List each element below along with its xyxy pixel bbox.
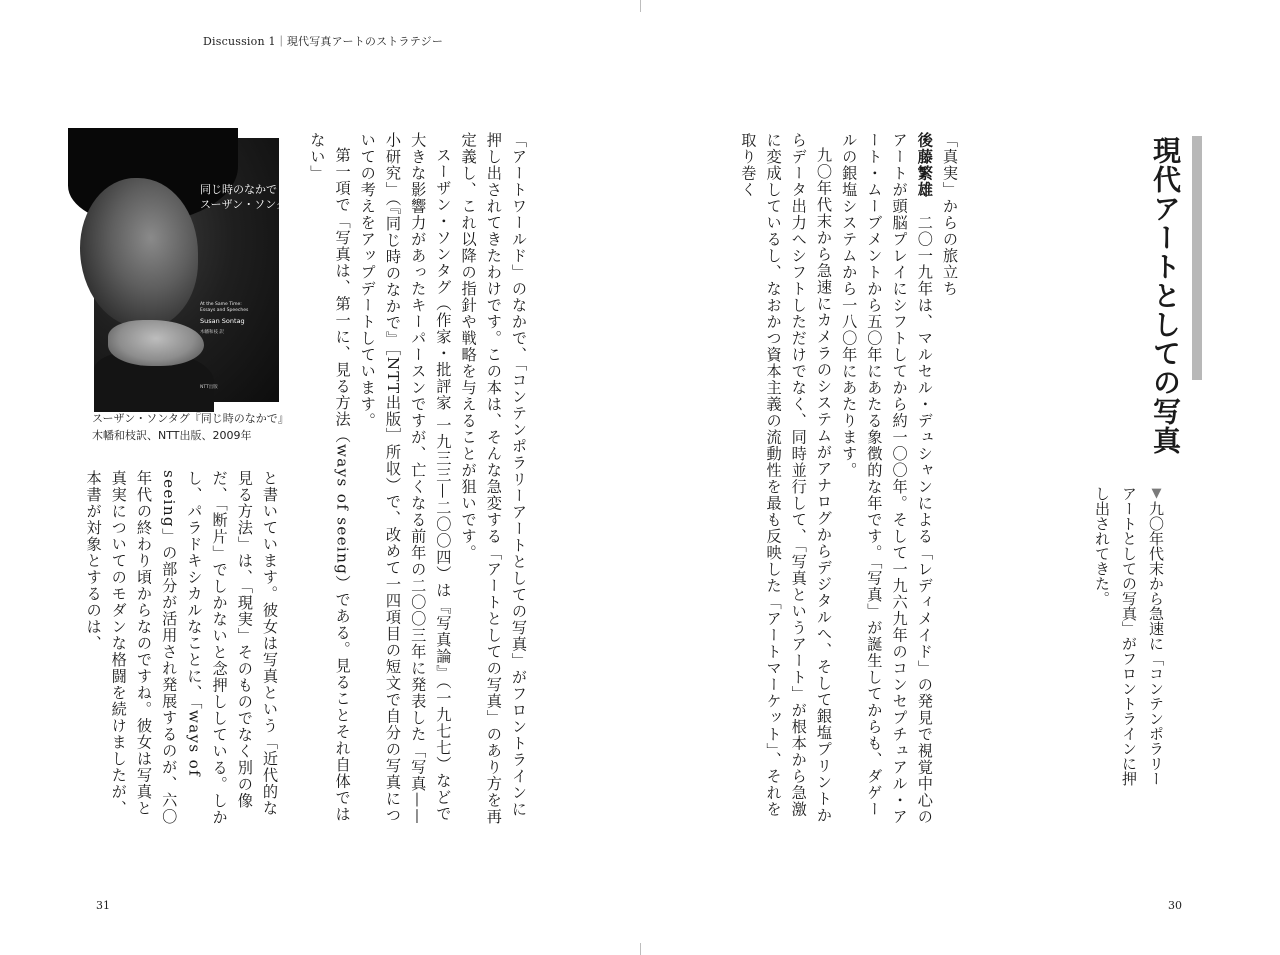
cover-english-subtitle <box>200 302 248 314</box>
right-paragraph-2: 九〇年代末から急速にカメラのシステムがアナログからデジタルへ、そして銀塩プリントからデータ出力へシフトしただけでなく、同時並行して、「写真というアート」が根本から急激に変成しているし、なおかつ資本主義の流動性を最も反映した「アートマーケット」、それを取り巻く <box>739 132 833 824</box>
speaker-name: 後藤繁雄 <box>915 132 934 198</box>
pull-quote <box>1090 486 1170 786</box>
cover-translator: 木幡和枝 訳 <box>200 330 224 335</box>
left-paragraph-3: 第一項で「写真は、第一に、見る方法（ways of seeing）である。見ることそれ自体ではない」 <box>308 132 352 823</box>
portrait-face <box>80 178 198 328</box>
left-paragraph-2: スーザン・ソンタグ（作家・批評家 一九三三—二〇〇四）は『写真論』（一九七七）などで大きな影響力があったキーパースンですが、亡くなる前年の二〇〇三年に発表した「写真——小研究」（『同じ時のなかで』［NTT出版］所収）で、改めて一四項目の短文で自分の写真についての考えをアップデートしています。 <box>358 132 453 825</box>
left-paragraph-4: と書いています。彼女は写真という「近代的な見る方法」は、「現実」そのものでなく別の像だ、「断片」でしかないと念押ししている。しかし、パラドキシカルなことに、「ways of seeing」の部分が活用され発展するのが、六〇年代の終わり頃からなのですね。彼女は写真と真実についてのモダンな格闘を続けましたが、本書が対象とするのは、 <box>84 470 279 826</box>
right-paragraph-1 <box>836 132 937 832</box>
running-head: Discussion 1｜現代写真アートのストラテジー <box>203 35 444 48</box>
triangle-marker-icon: ▼ <box>1149 486 1164 501</box>
gutter-mark-top <box>640 0 641 12</box>
cover-title <box>200 182 298 212</box>
page-number-right: 30 <box>1168 899 1182 912</box>
left-paragraph-1: 「アートワールド」のなかで、「コンテンポラリーアートとしての写真」がフロントラインに押し出されてきたわけです。この本は、そんな急変する「アートとしての写真」のあり方を再定義し、これ以降の指針や戦略を与えることが狙いです。 <box>459 132 528 825</box>
right-page-body <box>734 132 962 832</box>
section-title-bar <box>1192 136 1202 380</box>
cover-publisher: NTT出版 <box>200 385 218 390</box>
cover-title-line-2: スーザン・ソンタグ <box>200 198 298 211</box>
portrait-hand <box>108 320 204 366</box>
right-paragraph-1-text: 二〇一九年は、マルセル・デュシャンによる「レディメイド」の発見で視覚中心のアートが頭脳プレイにシフトしてから約一〇〇年。そして一九六九年のコンセプチュアル・アート・ムーブメントから五〇年にあたる象徴的な年です。「写真」が誕生してからも、ダゲールの銀塩システムから一八〇年にあたります。 <box>840 132 934 825</box>
left-page-body-top <box>308 132 531 832</box>
section-title: 現代アートとしての写真 <box>1149 136 1182 455</box>
pull-quote-text: 九〇年代末から急速に「コンテンポラリーアートとしての写真」がフロントラインに押し出されてきた。 <box>1093 486 1165 786</box>
cover-english-line-1: At the Same Time: <box>200 302 242 307</box>
cover-title-line-1: 同じ時のなかで <box>200 183 277 196</box>
left-page-body-bottom <box>84 470 282 832</box>
page-number-left: 31 <box>96 899 110 912</box>
cover-author: Susan Sontag <box>200 317 245 325</box>
book-cover-image <box>94 138 298 402</box>
figure-caption: スーザン・ソンタグ『同じ時のなかで』木幡和枝訳、NTT出版、2009年 <box>92 412 284 442</box>
cover-english-line-2: Essays and Speeches <box>200 308 249 313</box>
gutter-mark-bottom <box>640 943 641 955</box>
subheading: 「真実」からの旅立ち <box>941 132 959 297</box>
